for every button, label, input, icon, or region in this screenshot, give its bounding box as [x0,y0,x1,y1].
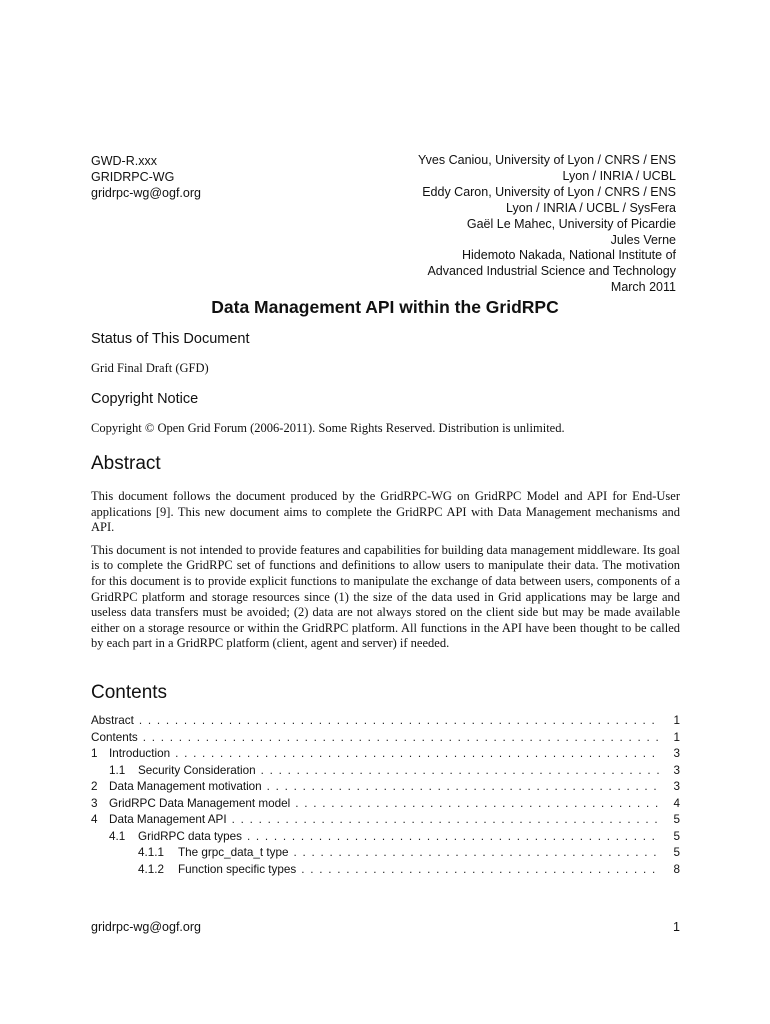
toc-entry-security-consideration[interactable] [91,763,680,780]
toc-page-number: 4 [673,796,680,810]
toc-entry-data-management-motivation[interactable] [91,779,680,796]
toc-leader-dots [261,763,660,780]
toc-leader-dots [175,746,660,763]
toc-label: GridRPC Data Management model [109,796,291,810]
author-line: Eddy Caron, University of Lyon / CNRS / ENS [422,184,676,199]
contents-heading: Contents [91,682,168,703]
status-text: Grid Final Draft (GFD) [91,361,209,375]
toc-section-number: 2 [91,780,98,793]
document-header-authors [418,153,676,296]
toc-page-number: 8 [673,862,680,876]
toc-leader-dots [267,779,660,796]
toc-page-number: 1 [673,714,680,727]
toc-label: Security Consideration [138,763,256,777]
document-title: Data Management API within the GridRPC [211,297,559,317]
toc-label: The grpc_data_t type [178,846,289,859]
toc-section-number: 3 [91,796,98,810]
toc-label: Abstract [91,714,134,727]
toc-leader-dots [139,713,660,730]
publication-date: March 2011 [610,280,676,295]
table-of-contents [91,713,680,878]
author-line: Lyon / INRIA / UCBL [562,168,676,183]
group-email: gridrpc-wg@ogf.org [91,186,201,200]
author-line: Yves Caniou, University of Lyon / CNRS / ENS [418,153,676,167]
toc-leader-dots [247,829,660,846]
toc-label: Introduction [109,747,171,760]
toc-label: Data Management API [109,813,227,826]
author-line: Hidemoto Nakada, National Institute of [461,248,676,263]
toc-page-number: 5 [673,813,680,826]
toc-leader-dots [301,862,660,879]
toc-page-number: 3 [673,763,680,777]
toc-page-number: 3 [673,747,680,760]
document-header-left [91,153,201,201]
toc-section-number: 4.1 [109,829,126,843]
toc-section-number: 4 [91,813,98,826]
toc-entry-introduction[interactable] [91,746,680,763]
toc-page-number: 3 [673,780,680,793]
toc-section-number: 4.1.1 [138,846,164,859]
toc-page-number: 1 [673,730,680,744]
toc-label: Contents [91,730,138,744]
toc-leader-dots [232,812,660,829]
toc-leader-dots [295,796,660,813]
document-id: GWD-R.xxx [91,154,157,168]
toc-entry-gridrpc-data-types[interactable] [91,829,680,846]
author-line: Lyon / INRIA / UCBL / SysFera [506,200,676,215]
footer-page-number: 1 [673,920,680,934]
toc-entry-data-management-model[interactable] [91,796,680,813]
status-heading: Status of This Document [91,331,250,347]
toc-entry-grpc-data-t-type[interactable] [91,845,680,862]
toc-entry-function-specific-types[interactable] [91,862,680,879]
toc-label: GridRPC data types [138,829,242,843]
toc-entry-abstract[interactable] [91,713,680,730]
toc-section-number: 4.1.2 [138,862,164,876]
toc-leader-dots [293,845,660,862]
toc-page-number: 5 [673,829,680,843]
abstract-body [91,489,680,659]
footer-email: gridrpc-wg@ogf.org [91,920,201,934]
copyright-heading: Copyright Notice [91,391,199,407]
toc-label: Function specific types [178,862,297,876]
abstract-paragraph-1: This document follows the document produced by the GridRPC-WG on GridRPC Model and API for End-User applications [9]. This new document aims to complete the GridRPC API with Data Management mechanisms and API. [91,489,680,535]
abstract-heading: Abstract [91,453,161,474]
toc-leader-dots [143,730,660,747]
toc-label: Data Management motivation [109,780,262,793]
toc-entry-data-management-api[interactable] [91,812,680,829]
working-group: GRIDRPC-WG [91,170,175,184]
toc-section-number: 1 [91,747,98,760]
toc-page-number: 5 [673,846,680,859]
abstract-paragraph-2: This document is not intended to provide features and capabilities for building data management middleware. Its goal is to complete the GridRPC set of functions and definitions to allow users to manipulate their data. The motivation for this document is to provide explicit functions to manipulate the exchange of data between users, components of a GridRPC platform and storage resources since (1) the size of the data used in Grid applications may be large and useless data transfers must be avoided; (2) data are not always stored on the client side but may be made available either on a storage resource or within the GridRPC platform. All functions in the API have been thought to be called by each part in a GridRPC platform (client, agent and server) if needed. [91,542,680,651]
author-line: Advanced Industrial Science and Technology [427,264,676,279]
author-line: Jules Verne [610,232,676,247]
toc-section-number: 1.1 [109,763,126,777]
toc-entry-contents[interactable] [91,730,680,747]
author-line: Gaël Le Mahec, University of Picardie [466,216,676,231]
copyright-text: Copyright © Open Grid Forum (2006-2011). Some Rights Reserved. Distribution is unlimited. [91,421,565,435]
